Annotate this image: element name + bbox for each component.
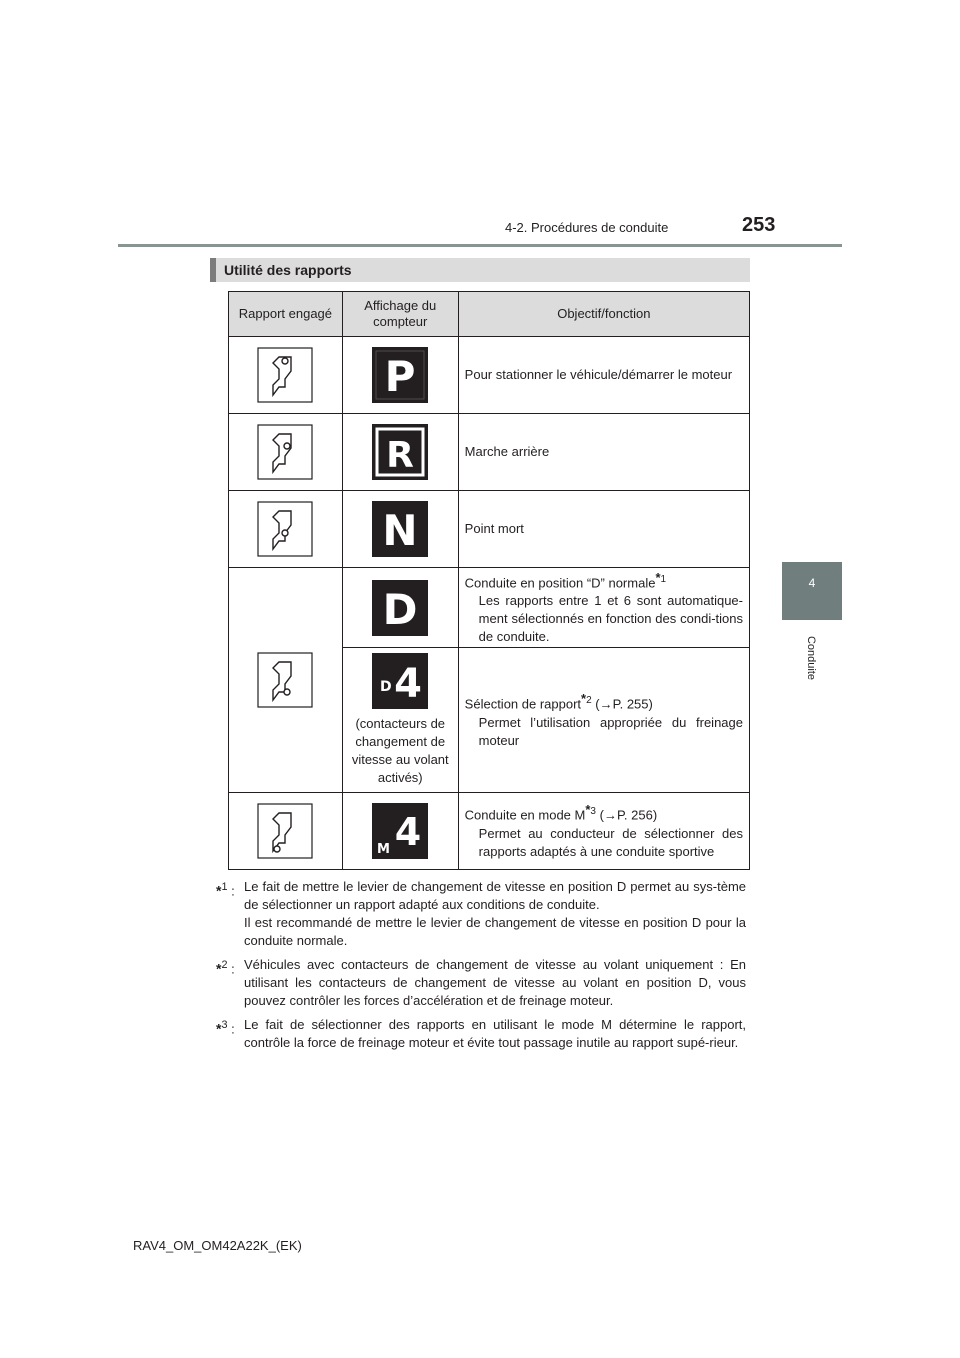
section-title-bar	[210, 258, 750, 282]
objective-title: Conduite en mode $M^{*3}$ (→P. 256)	[464, 802, 658, 823]
chapter-tab[interactable]	[782, 562, 842, 620]
document-code: RAV4_OM_OM42A22K_(EK)	[133, 1238, 302, 1253]
section-title-marker	[210, 258, 216, 282]
gear-letter: 4	[395, 810, 422, 854]
chapter-tab-label: Conduite	[805, 635, 817, 681]
gear-letter: N	[382, 506, 418, 555]
section-title: Utilité des rapports	[224, 262, 352, 278]
objective-cell: Marche arrière	[458, 414, 749, 491]
gear-display-icon	[372, 501, 428, 557]
objective-cell	[458, 568, 749, 648]
gear-display-cell	[342, 793, 458, 870]
mode-letter: D	[380, 679, 392, 695]
footnote	[216, 878, 746, 950]
gear-table	[228, 291, 750, 870]
footnote-label: *$^1$ :	[216, 881, 235, 899]
page-reference-link[interactable]: (→P. 255)	[595, 696, 653, 712]
gear-letter: 4	[394, 661, 423, 707]
objective-title: Conduite en position “D” normale$^{*1}$	[464, 569, 667, 591]
objective-body: Permet l’utilisation appropriée du freinage moteur	[478, 714, 743, 748]
gear-display-icon	[372, 424, 428, 480]
footnote-label: *$^2$ :	[216, 959, 235, 977]
col-header-gear: Rapport engagé	[229, 292, 343, 337]
gear-display-cell	[342, 337, 458, 414]
gear-display-cell	[342, 648, 458, 793]
footnote-ref: *3	[585, 802, 596, 818]
header-rule	[118, 244, 842, 247]
footnote-ref: *2	[581, 691, 592, 707]
footnote-text-2: Il est recommandé de mettre le levier de changement de vitesse en position D pour la conduite normale.	[244, 915, 746, 948]
shift-gate-icon	[229, 793, 343, 870]
footnote-text: Le fait de sélectionner des rapports en utilisant le mode M détermine le rapport, contrôle la force de freinage moteur et évite tout passage inutile au rapport supé-rieur.	[244, 1017, 746, 1050]
shift-gate-icon	[229, 568, 343, 793]
display-caption: (contacteurs de changement de vitesse au volant activés)	[351, 716, 449, 785]
footnote	[216, 956, 746, 1010]
mode-letter: M	[377, 842, 391, 857]
objective-cell: Point mort	[458, 491, 749, 568]
table-row	[229, 793, 750, 870]
footnote-text: Le fait de mettre le levier de changement de vitesse en position D permet au sys-tème de sélectionner un rapport adapté aux conditions de conduite.	[244, 879, 746, 912]
running-header-section: 4-2. Procédures de conduite	[505, 220, 669, 235]
gear-display-cell	[342, 414, 458, 491]
footnote-ref: *1	[655, 569, 667, 585]
gear-display-cell	[342, 568, 458, 648]
gear-letter: P	[384, 352, 416, 401]
objective-cell	[458, 793, 749, 870]
gear-letter: R	[386, 435, 415, 476]
shift-gate-icon	[229, 491, 343, 568]
gear-display-icon	[372, 803, 428, 859]
gear-display-cell	[342, 491, 458, 568]
shift-gate-icon	[229, 337, 343, 414]
gear-display-icon	[372, 653, 428, 709]
footnote-label: *$^3$ :	[216, 1019, 235, 1037]
shift-gate-icon	[229, 414, 343, 491]
gear-display-icon	[372, 347, 428, 403]
objective-title: Sélection de rapport$^{*2}$ (→P. 255)	[464, 691, 653, 712]
table-row	[229, 568, 750, 648]
footnote-text: Véhicules avec contacteurs de changement de vitesse au volant uniquement : En utilisant les contacteurs de changement de vitesse au volant en position D, vous pouvez contrôler les forces d’accélération et de freinage moteur.	[244, 957, 746, 1008]
footnotes	[216, 878, 746, 1058]
col-header-display: Affichage du compteur	[342, 292, 458, 337]
table-row	[229, 491, 750, 568]
footnote	[216, 1016, 746, 1052]
objective-cell: Pour stationner le véhicule/démarrer le moteur	[458, 337, 749, 414]
page-number: 253	[742, 214, 776, 236]
page-reference-link[interactable]: (→P. 256)	[599, 807, 658, 823]
gear-display-icon	[372, 580, 428, 636]
table-row	[229, 414, 750, 491]
objective-body: Les rapports entre 1 et 6 sont automatique-ment sélectionnés en fonction des condi-tions de conduite.	[478, 593, 743, 645]
table-row	[229, 337, 750, 414]
objective-body: Permet au conducteur de sélectionner des rapports adaptés à une conduite sportive	[478, 825, 743, 859]
gear-letter: D	[382, 584, 418, 634]
chapter-tab-number: 4	[808, 576, 816, 590]
objective-cell	[458, 648, 749, 793]
table-header-row	[229, 292, 750, 337]
col-header-objective: Objectif/fonction	[458, 292, 749, 337]
